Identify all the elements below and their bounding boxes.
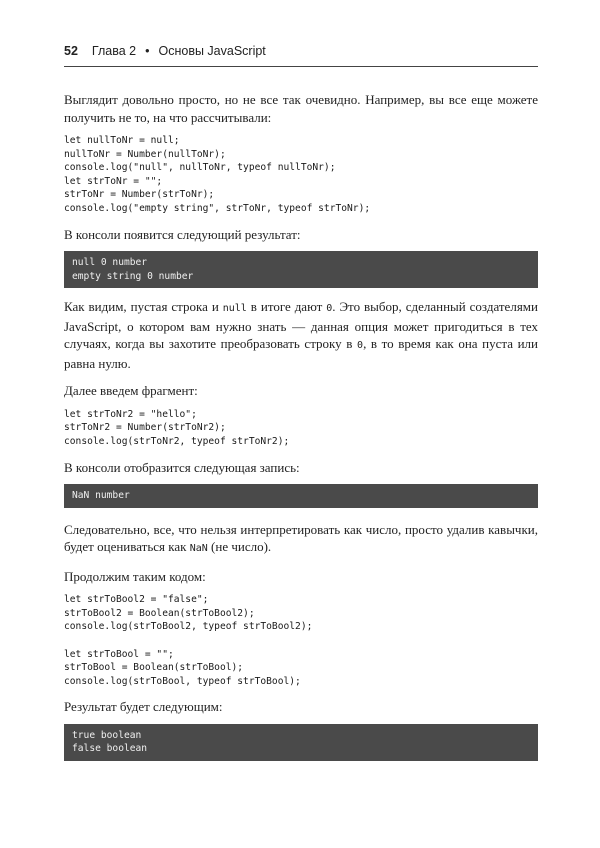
text-run: (не число). — [207, 539, 272, 555]
inline-code-zero: 0 — [357, 340, 364, 352]
inline-code-nan: NaN — [189, 543, 208, 555]
inline-code-null: null — [222, 303, 247, 315]
paragraph-console-result: В консоли появится следующий результат: — [64, 226, 301, 242]
text-run: в итоге дают — [246, 299, 327, 315]
console-output-2: NaN number — [64, 484, 538, 508]
paragraph-console-entry: В консоли отобразится следующая запись: — [64, 459, 300, 475]
code-block-boolean: let strToBool2 = "false"; strToBool2 = Boolean(strToBool2); console.log(strToBool2, typeof strToBool2); let strToBool = ""; strToBool = Boolean(strToBool); console.log(strToBool, typeof strToBool); — [64, 594, 313, 687]
text-run: Как видим, пустая строка и — [64, 299, 223, 315]
text-run: . Это выбор, сделанный создателями JavaScript, о котором вам нужно знать — данная опция может пригодиться в тех случаях, когда вы захотите преобразовать строку в — [64, 299, 538, 352]
console-output-1: null 0 number empty string 0 number — [64, 251, 538, 288]
paragraph-continue-code: Продолжим таким кодом: — [64, 568, 206, 584]
page-number: 52 — [64, 44, 78, 58]
running-header — [64, 44, 538, 67]
paragraph-empty-string-explanation — [64, 298, 538, 372]
section-title: Основы JavaScript — [158, 44, 266, 58]
header-bullet: • — [145, 44, 150, 58]
console-output-3: true boolean false boolean — [64, 724, 538, 761]
text-run: , в то время как она пуста или равна нулю. — [64, 336, 538, 371]
text-run: Следовательно, все, что нельзя интерпретировать как число, просто удалив кавычки, будет оцениваться как — [64, 521, 538, 555]
paragraph-next-fragment: Далее введем фрагмент: — [64, 383, 198, 399]
paragraph-intro: Выглядит довольно просто, но не все так очевидно. Например, вы все еще можете получить не то, на что рассчитывали: — [64, 92, 538, 125]
book-page — [64, 44, 538, 761]
paragraph-nan-explanation — [64, 521, 538, 558]
chapter-label: Глава 2 — [91, 44, 137, 58]
code-block-number-conversion: let nullToNr = null; nullToNr = Number(nullToNr); console.log("null", nullToNr, typeof nullToNr); let strToNr = ""; strToNr = Number(strToNr); console.log("empty string", strToNr, typeof strToNr); — [64, 135, 371, 214]
inline-code-zero: 0 — [326, 303, 333, 315]
paragraph-result: Результат будет следующим: — [64, 699, 223, 715]
code-block-hello: let strToNr2 = "hello"; strToNr2 = Number(strToNr2); console.log(strToNr2, typeof strToNr2); — [64, 408, 290, 447]
